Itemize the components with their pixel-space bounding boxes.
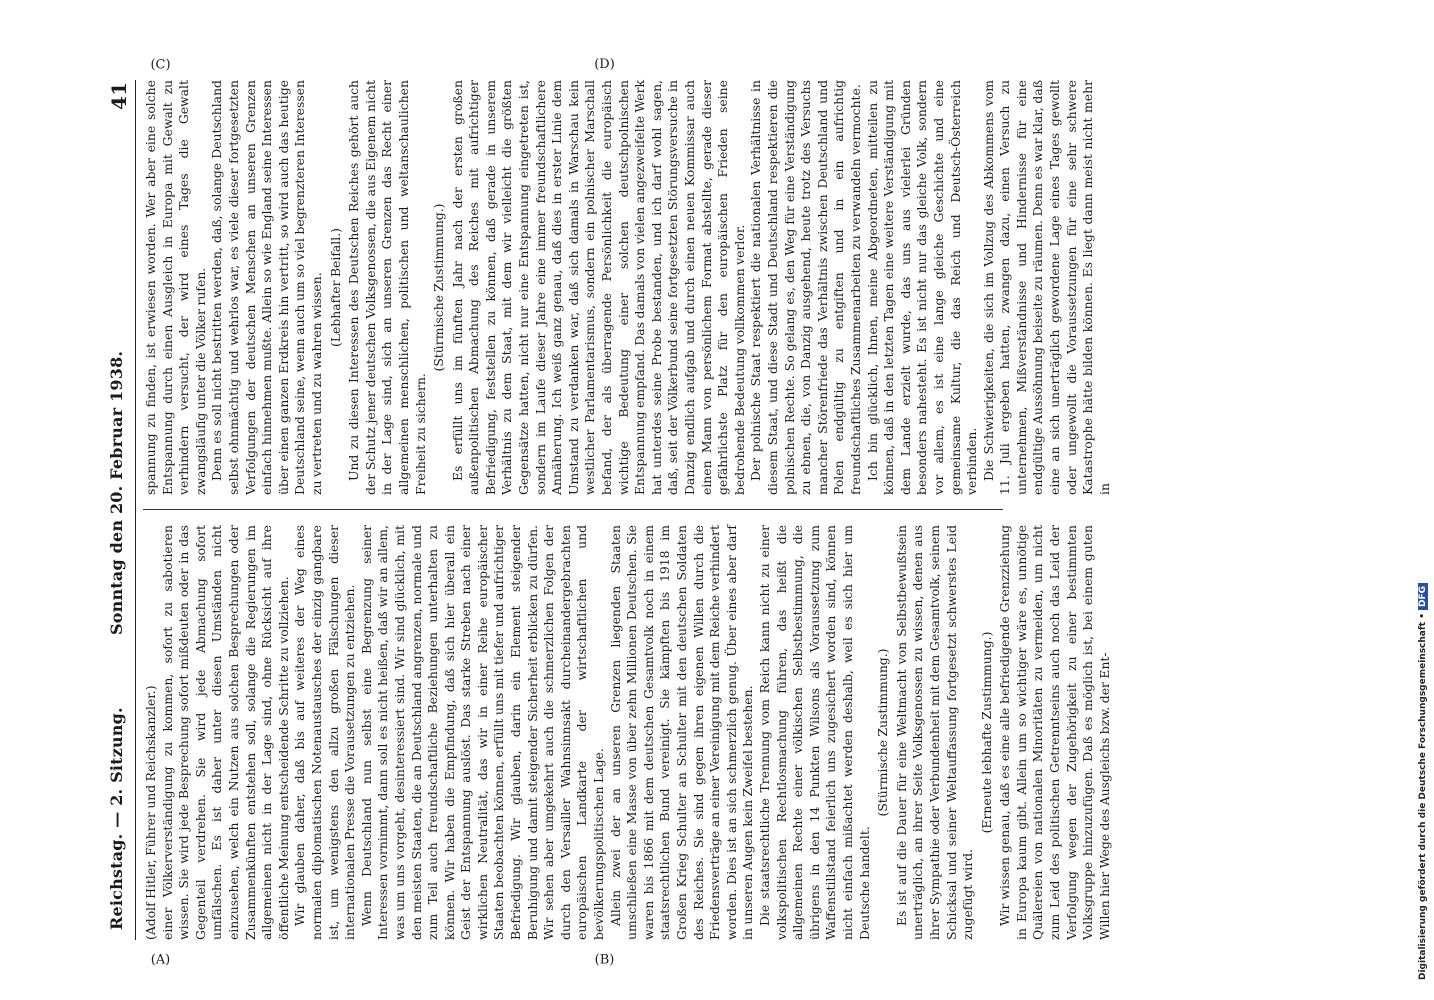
digitization-sidebar xyxy=(1418,10,1434,990)
paragraph: Die staatsrechtliche Trennung vom Reich kann nicht zu einer volkspolitischen Rechtlosmachung führen, das heißt die allgemeinen Rechte einer völkischen Selbstbestimmung, die übrigens in den 14 Punkten Wilsons als Voraussetzung zum Waffenstillstand feierlich uns zugesichert worden sind, können nicht einfach mißachtet werden deshalb, weil es sich hier um Deutsche handelt. xyxy=(756,525,872,940)
paragraph: Es erfüllt uns im fünften Jahr nach der ersten großen außenpolitischen Abmachung des Reiches mit aufrichtiger Befriedigung, feststellen zu können, daß gerade in unserem Verhältnis zu dem Staat, mit dem wir vielleicht die größten Gegensätze hatten, nicht nur eine Entspannung eingetreten ist, sondern im Laufe dieser Jahre eine immer freundschaftlichere Annäherung. Ich weiß ganz genau, daß dies in erster Linie dem Umstand zu verdanken war, daß sich damals in Warschau kein westlicher Parlamentarismus, sondern ein polnischer Marschall befand, der als überragende Persönlichkeit die europäisch wichtige Bedeutung einer solchen deutschpolnischen Entspannung empfand. Das damals von vielen angezweifelte Werk hat unterdes seine Probe bestanden, und ich darf wohl sagen, daß, seit der Völkerbund seine fortgesetzten Störungsversuche in Danzig endlich aufgab und durch einen neuen Kommissar auch einen Mann von persönlichem Format abstellte, gerade dieser gefährlichste Platz für den europäischen Frieden seine bedrohende Bedeutung vollkommen verlor. xyxy=(449,80,747,495)
column-divider xyxy=(143,509,1003,510)
digitization-credit xyxy=(1418,583,1428,980)
paragraph: Denn es soll nicht bestritten werden, daß, solange Deutschland selbst ohnmächtig und wehrlos war, es viele dieser fortgesetzten Verfolgungen der deutschen Menschen an unseren Grenzen einfach hinnehmen mußte. Allein so wie England seine Interessen über einen ganzen Erdkreis hin vertritt, so wird auch das heutige Deutschland seine, wenn auch um so viel begrenzteren Interessen zu vertreten und zu wahren wissen. xyxy=(209,80,324,495)
paragraph: Allein zwei der an unseren Grenzen liegenden Staaten umschließen eine Masse von über zehn Millionen Deutschen. Sie waren bis 1866 mit dem deutschen Gesamtvolk noch in einem staatsrechtlichen Bund vereinigt. Sie kämpften bis 1918 im Großen Krieg Schulter an Schulter mit den deutschen Soldaten des Reiches. Sie sind gegen ihren eigenen Willen durch die Friedensverträge an einer Vereinigung mit dem Reiche verhindert worden. Dies ist an sich schmerzlich genug. Über eines aber darf in unseren Augen kein Zweifel bestehen. xyxy=(607,525,756,940)
margin-marker-c: (C) xyxy=(150,57,171,73)
interjection: (Lebhafter Beifall.) xyxy=(327,227,343,348)
dfg-logo: DFG xyxy=(1418,583,1428,610)
page-header xyxy=(105,80,135,940)
paragraph: Wenn Deutschland nun selbst eine Begrenzung seiner Interessen vornimmt, dann soll es nicht heißen, daß wir an allem, was um uns vorgeht, desinteressiert sind. Wir sind glücklich, mit den meisten Staaten, die an Deutschland angrenzen, normale und zum Teil auch freundschaftliche Beziehungen unterhalten zu können. Wir haben die Empfindung, daß sich hier überall ein Geist der Entspannung auslöst. Das starke Streben nach einer wirklichen Neutralität, das wir in einer Reihe europäischer Staaten beobachten können, erfüllt uns mit tiefer und aufrichtiger Befriedigung. Wir glauben, darin ein Element steigender Beruhigung und damit steigender Sicherheit erblicken zu dürfen. Wir sehen aber umgekehrt auch die schmerzlichen Folgen der durch den Versailler Wahnsinnsakt durcheinandergebrachten europäischen Landkarte der wirtschaftlichen und bevölkerungspolitischen Lage. xyxy=(358,525,607,940)
interjection: (Erneute lebhafte Zustimmung.) xyxy=(978,631,994,834)
rotated-page xyxy=(105,57,1112,968)
paragraph: Die Schwierigkeiten, die sich im Vollzug des Abkommens vom 11. Juli ergeben hatten, zwangen dazu, einen Versuch zu unternehmen, Mißverständnisse und Hindernisse für eine endgültige Aussöhnung beiseite zu räumen. Denn es war klar, daß eine an sich unerträglich gewordene Lage eines Tages gewollt oder ungewollt die Voraussetzungen für eine sehr schwere Katastrophe hätte bilden können. Es liegt dann meist nicht mehr in xyxy=(980,80,1112,495)
paragraph: einer Völkerverständigung zu kommen, sofort zu sabotieren wissen. Sie wird jede Besprechung sofort mißdeuten oder in das Gegenteil verdrehen. Sie wird jede Abmachung sofort umfälschen. Es ist daher unter diesen Umständen nicht einzusehen, welch ein Nutzen aus solchen Besprechungen oder Zusammenkünften entstehen soll, solange die Regierungen im allgemeinen nicht in der Lage sind, ohne Rücksicht auf ihre öffentliche Meinung entscheidende Schritte zu vollziehen. xyxy=(159,525,291,940)
credit-text: Digitalisierung gefördert durch die Deutsche Forschungsgemeinschaft • xyxy=(1418,613,1428,980)
header-session: Reichstag. — 2. Sitzung. xyxy=(107,707,126,930)
paragraph: Ich bin glücklich, Ihnen, meine Abgeordneten, mitteilen zu können, daß in den letzten Tagen eine weitere Verständigung mit dem Lande erzielt wurde, das uns aus vielerlei Gründen besonders nahesteht. Es ist nicht nur das gleiche Volk, sondern vor allem, es ist eine lange gleiche Geschichte und eine gemeinsame Kultur, die das Reich und Deutsch-Österreich verbinden. xyxy=(864,80,980,495)
speaker-line: (Adolf Hitler, Führer und Reichskanzler.) xyxy=(143,685,158,940)
paragraph: Wir glauben daher, daß bis auf weiteres der Weg eines normalen diplomatischen Notenaustausches der einzig gangbare ist, um wenigstens den allzu großen Fälschungen dieser internationalen Presse die Vorausetzungen zu entziehen. xyxy=(292,525,358,940)
header-date: Sonntag den 20. Februar 1938. xyxy=(107,350,126,635)
column-a xyxy=(143,525,1112,940)
interjection: (Stürmische Zustimmung.) xyxy=(431,203,447,372)
header-rule xyxy=(135,80,136,940)
paragraph: Es ist auf die Dauer für eine Weltmacht von Selbstbewußtsein unerträglich, an ihrer Seite Volksgenossen zu wissen, denen aus ihrer Sympathie oder Verbundenheit mit dem Gesamtvolk, seinem Schicksal und seiner Weltauffassung fortgesetzt schwerstes Leid zugefügt wird. xyxy=(893,525,976,940)
paragraph: Wir wissen genau, daß es eine alle befriedigende Grenzziehung in Europa kaum gibt. Allein um so wichtiger wäre es, unnötige Quälereien von nationalen Minoritäten zu vermeiden, um nicht zum Leid des politischen Getrenntseins auch noch das Leid der Verfolgung wegen der Zugehörigkeit zu einer bestimmten Volksgruppe hinzuzufügen. Daß es möglich ist, bei einem guten Willen hier Wege des Ausgleichs bzw. der Ent- xyxy=(997,525,1112,940)
paragraph: Der polnische Staat respektiert die nationalen Verhältnisse in diesem Staat, und diese Stadt und Deutschland respektieren die polnischen Rechte. So gelang es, den Weg für eine Verständigung zu ebnen, die, von Danzig ausgehend, heute trotz des Versuchs mancher Störenfriede das Verhältnis zwischen Deutschland und Polen endgültig zu entgiften und in ein aufrichtig freundschaftliches Zusammenarbeiten zu verwandeln vermochte. xyxy=(748,80,863,495)
interjection: (Stürmische Zustimmung.) xyxy=(875,648,891,817)
margin-marker-a: (A) xyxy=(150,952,171,968)
margin-marker-b: (B) xyxy=(594,952,615,968)
page-number: 41 xyxy=(107,81,131,110)
column-b xyxy=(143,80,1112,495)
paragraph: Und zu diesen Interessen des Deutschen Reiches gehört auch der Schutz jener deutschen Volksgenossen, die aus Eigenem nicht in der Lage sind, sich an unseren Grenzen das Recht einer allgemeinen menschlichen, politischen und weltanschaulichen Freiheit zu sichern. xyxy=(346,80,428,495)
paragraph: spannung zu finden, ist erwiesen worden. Wer aber eine solche Entspannung durch einen Ausgleich in Europa mit Gewalt zu verhindern versucht, der wird eines Tages die Gewalt zwangsläufig unter die Völker rufen. xyxy=(143,80,208,495)
margin-marker-d: (D) xyxy=(594,57,615,73)
